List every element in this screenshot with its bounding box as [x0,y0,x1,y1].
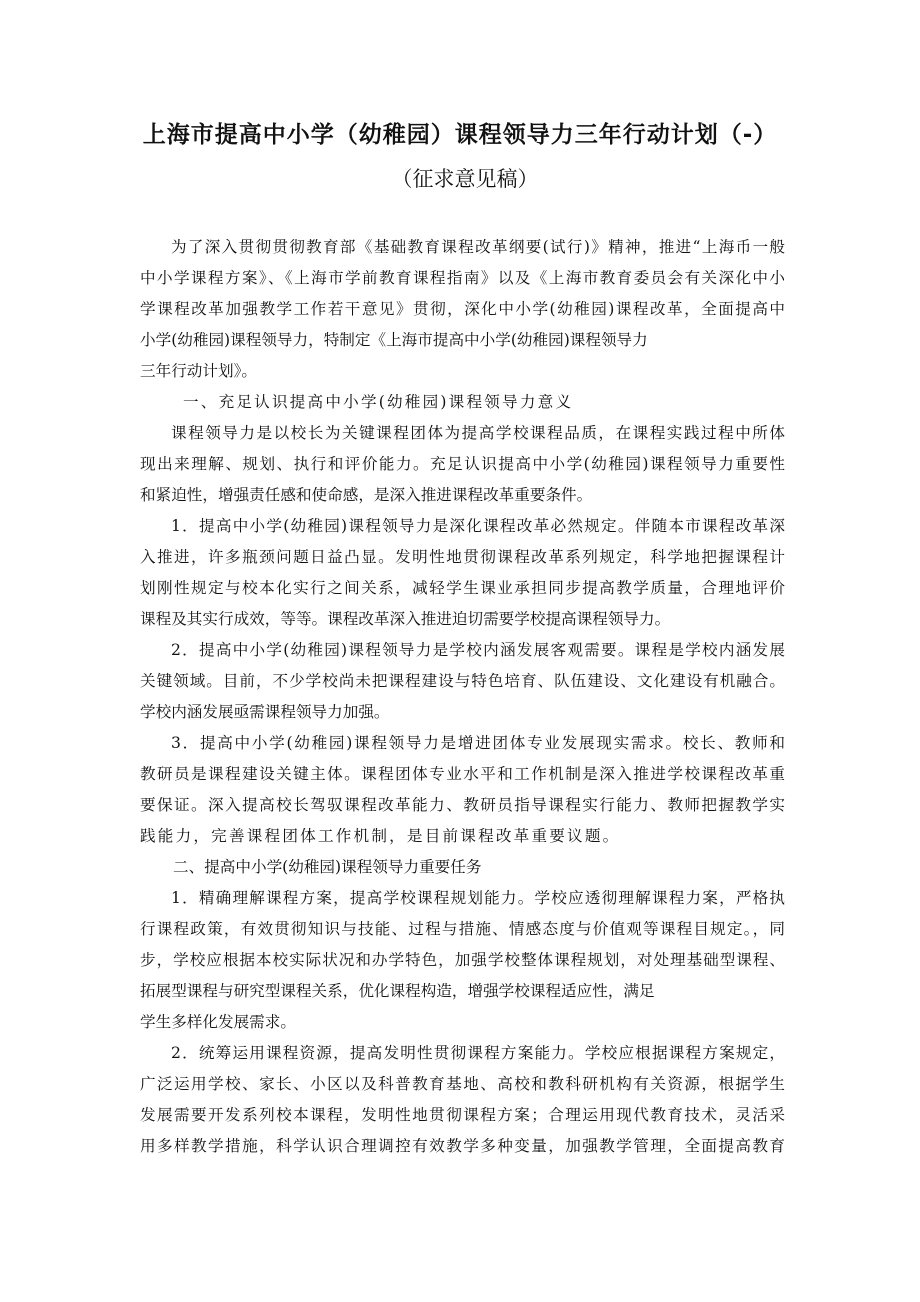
body-line: 广泛运用学校、家长、小区以及科普教育基地、高校和教科研机构有关资源，根据学生 [140,1075,785,1093]
body-line: 用多样教学措施，科学认识合理调控有效教学多种变量，加强教学管理，全面提高教育 [140,1137,785,1155]
body-line: 发展需要开发系列校本课程，发明性地贯彻课程方案；合理运用现代教育技术，灵活采 [140,1106,785,1124]
body-line: 1．提高中小学(幼稚园)课程领导力是深化课程改革必然规定。伴随本市课程改革深 [171,517,785,535]
body-line: 2．统筹运用课程资源，提高发明性贯彻课程方案能力。学校应根据课程方案规定， [171,1044,785,1062]
body-line: 小学(幼稚园)课程领导力，特制定《上海市提高中小学(幼稚园)课程领导力 [140,331,648,349]
body-line: 践能力，完善课程团体工作机制，是目前课程改革重要议题。 [140,827,621,845]
body-line: 1．精确理解课程方案，提高学校课程规划能力。学校应透彻理解课程力案，严格执 [171,889,785,907]
body-line: 教研员是课程建设关键主体。课程团体专业水平和工作机制是深入推进学校课程改革重 [140,765,785,783]
body-line: 学课程改革加强教学工作若干意见》贯彻，深化中小学(幼稚园)课程改革，全面提高中 [140,300,785,318]
body-line: 和紧迫性，增强责任感和使命感，是深入推进课程改革重要条件。 [140,486,593,504]
body-line: 为了深入贯彻贯彻教育部《基础教育课程改革纲要(试行)》精神，推进“上海币一般 [171,238,785,256]
body-line: 关键领域。目前，不少学校尚未把课程建设与特色培育、队伍建设、文化建设有机融合。 [140,672,785,690]
document-subtitle: （征求意见稿） [391,167,539,191]
body-line: 行课程政策，有效贯彻知识与技能、过程与措施、情感态度与价值观等课程目规定。，同 [140,920,785,938]
body-line: 入推进，许多瓶颈问题日益凸显。发明性地贯彻课程改革系列规定，科学地把握课程计 [140,548,785,566]
document-title: 上海市提高中小学（幼稚园）课程领导力三年行动计划（-） [142,122,778,148]
body-line: 2．提高中小学(幼稚园)课程领导力是学校内涵发展客观需要。课程是学校内涵发展 [171,641,785,659]
body-line: 步，学校应根据本校实际状况和办学特色，加强学校整体课程规划，对处理基础型课程、 [140,951,785,969]
body-line: 3．提高中小学(幼稚园)课程领导力是增进团体专业发展现实需求。校长、教师和 [171,734,785,752]
body-line: 学校内涵发展亟需课程领导力加强。 [140,703,390,721]
body-line: 三年行动计划》。 [140,362,257,380]
body-line: 中小学课程方案》、《上海市学前教育课程指南》以及《上海市教育委员会有关深化中小 [140,269,785,287]
section-heading: 二、提高中小学(幼稚园)课程领导力重要任务 [173,858,482,876]
body-line: 划刚性规定与校本化实行之间关系，减轻学生课业承担同步提高教学质量，合理地评价 [140,579,785,597]
section-heading: 一、充足认识提高中小学(幼稚园)课程领导力意义 [183,393,574,411]
body-line: 现出来理解、规划、执行和评价能力。充足认识提高中小学(幼稚园)课程领导力重要性 [140,455,785,473]
body-line: 学生多样化发展需求。 [140,1013,296,1031]
body-line: 课程及其实行成效，等等。课程改革深入推进迫切需要学校提高课程领导力。 [140,610,671,628]
document-body [140,232,785,1162]
body-line: 课程领导力是以校长为关键课程团体为提高学校课程品质，在课程实践过程中所体 [171,424,785,442]
body-line: 要保证。深入提高校长驾驭课程改革能力、教研员指导课程实行能力、教师把握教学实 [140,796,785,814]
body-line: 拓展型课程与研究型课程关系，优化课程构造，增强学校课程适应性，满足 [140,982,655,1000]
